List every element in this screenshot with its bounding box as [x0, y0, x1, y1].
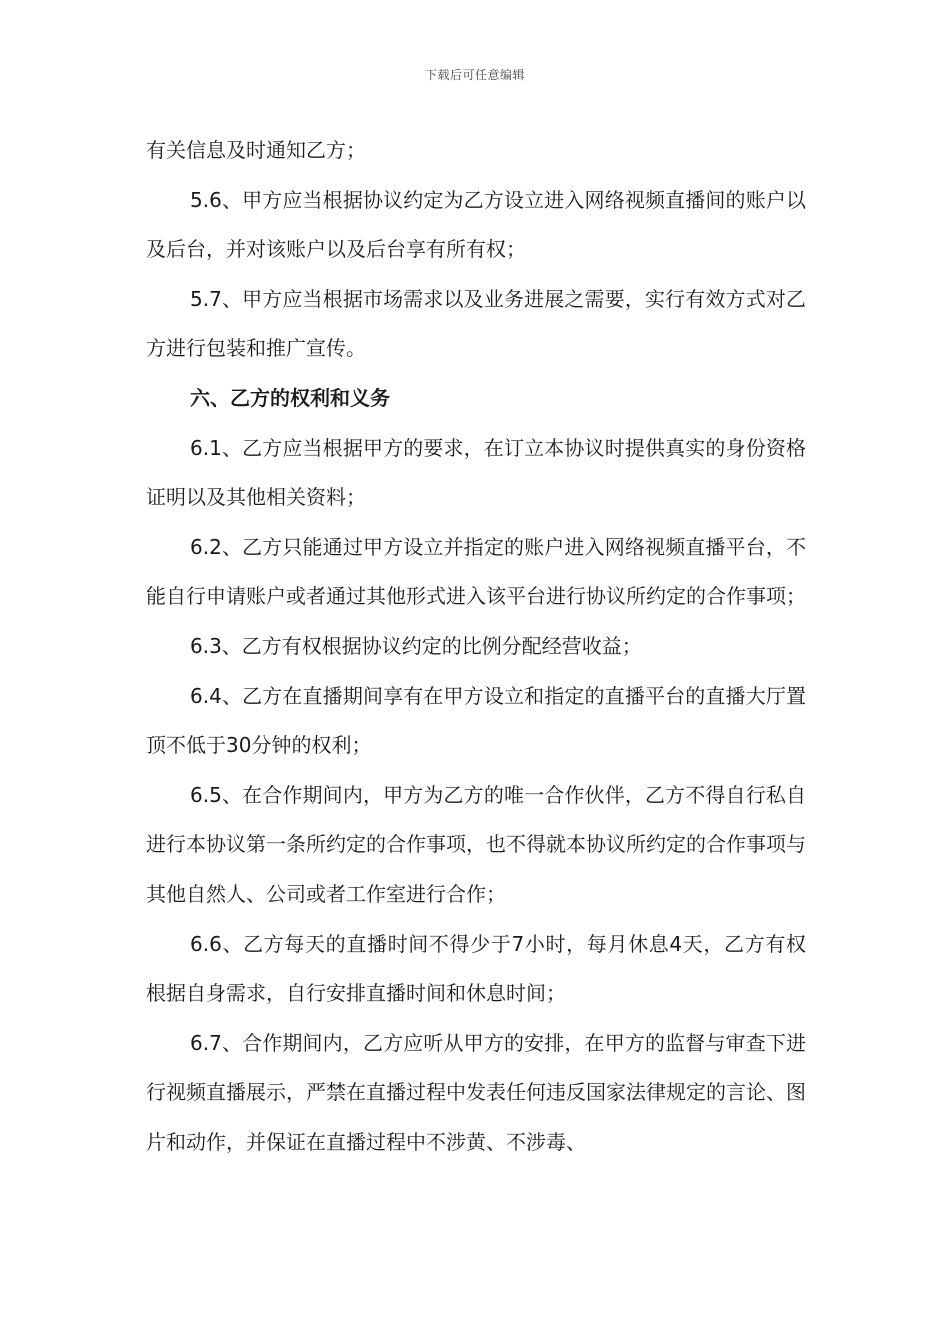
section-heading-6: 六、乙方的权利和义务	[190, 385, 390, 410]
paragraph-6-3: 6.3、乙方有权根据协议约定的比例分配经营收益；	[190, 633, 642, 658]
paragraph-5-6: 5.6、甲方应当根据协议约定为乙方设立进入网络视频直播间的账户以及后台，并对该账户以及后台享有所有权；	[146, 187, 806, 262]
paragraph-6-2: 6.2、乙方只能通过甲方设立并指定的账户进入网络视频直播平台，不能自行申请账户或者通过其他形式进入该平台进行协议所约定的合作事项；	[146, 534, 806, 609]
document-body	[146, 126, 806, 1167]
paragraph-6-1: 6.1、乙方应当根据甲方的要求，在订立本协议时提供真实的身份资格证明以及其他相关资料；	[146, 435, 806, 510]
paragraph-6-5: 6.5、在合作期间内，甲方为乙方的唯一合作伙伴，乙方不得自行私自进行本协议第一条所约定的合作事项，也不得就本协议所约定的合作事项与其他自然人、公司或者工作室进行合作；	[146, 782, 806, 906]
paragraph-6-7: 6.7、合作期间内，乙方应听从甲方的安排，在甲方的监督与审查下进行视频直播展示，严禁在直播过程中发表任何违反国家法律规定的言论、图片和动作，并保证在直播过程中不涉黄、不涉毒、	[146, 1030, 806, 1154]
paragraph-6-4: 6.4、乙方在直播期间享有在甲方设立和指定的直播平台的直播大厅置顶不低于30分钟的权利；	[146, 683, 806, 758]
paragraph-6-6: 6.6、乙方每天的直播时间不得少于7小时，每月休息4天，乙方有权根据自身需求，自行安排直播时间和休息时间；	[146, 931, 806, 1006]
paragraph-continuation: 有关信息及时通知乙方；	[146, 138, 366, 162]
paragraph-5-7: 5.7、甲方应当根据市场需求以及业务进展之需要，实行有效方式对乙方进行包装和推广宣传。	[146, 286, 806, 361]
page-header: 下载后可任意编辑	[424, 68, 525, 82]
